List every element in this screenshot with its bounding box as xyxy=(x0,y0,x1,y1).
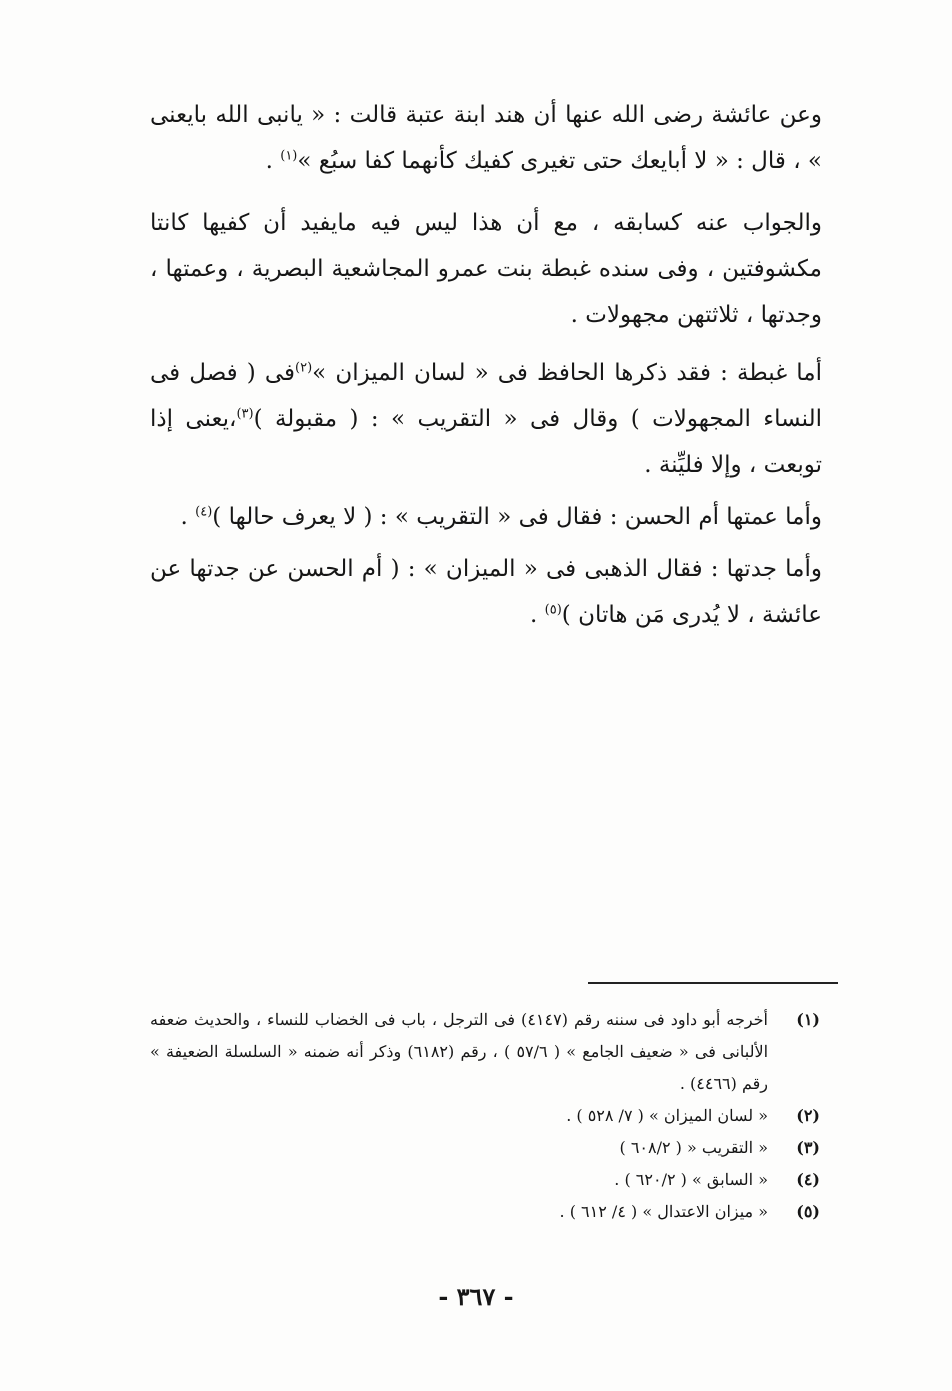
paragraph-3-text-c: ،يعنى إذا توبعت ، وإلا فليِّنة . xyxy=(150,406,822,478)
footnote-text: « لسان الميزان » ( ٧/ ٥٢٨ ) . xyxy=(566,1106,768,1125)
footnote-ref-5: (٥) xyxy=(544,602,562,618)
main-text xyxy=(150,92,822,638)
paragraph-2 xyxy=(150,200,822,338)
footnote-3 xyxy=(150,1132,820,1164)
footnote-number: (٣) xyxy=(796,1138,820,1157)
footnote-number: (٢) xyxy=(796,1106,820,1125)
footnote-number: (٤) xyxy=(796,1170,820,1189)
footnote-5 xyxy=(150,1196,820,1228)
footnote-text: أخرجه أبو داود فى سننه رقم (٤١٤٧) فى الترجل ، باب فى الخضاب للنساء ، والحديث ضعفه الألبانى فى « ضعيف الجامع » ( ٥٧/٦ ) ، رقم (٦١٨٢) وذكر أنه ضمنه « السلسلة الضعيفة » رقم (٤٤٦٦) . xyxy=(150,1010,769,1093)
paragraph-4 xyxy=(150,494,822,540)
footnote-separator xyxy=(588,982,838,984)
paragraph-3 xyxy=(150,350,822,488)
footnotes xyxy=(150,1004,820,1228)
footnote-number: (١) xyxy=(796,1010,820,1029)
footnote-ref-1: (١) xyxy=(280,148,298,164)
footnote-text: « التقريب « ( ٦٠٨/٢ ) xyxy=(619,1138,768,1157)
footnote-text: « ميزان الاعتدال » ( ٤/ ٦١٢ ) . xyxy=(559,1202,768,1221)
paragraph-2-text: والجواب عنه كسابقه ، مع أن هذا ليس فيه مايفيد أن كفيها كانتا مكشوفتين ، وفى سنده غبطة بنت عمرو المجاشعية البصرية ، وعمتها ، وجدتها ، ثلاثتهن مجهولات . xyxy=(150,210,822,328)
paragraph-3-text-b: فى ( فصل فى النساء المجهولات ) وقال فى « التقريب » : ( مقبولة ) xyxy=(150,360,822,432)
paragraph-4-tail: . xyxy=(180,504,196,530)
paragraph-5-text: وأما جدتها : فقال الذهبى فى « الميزان » : ( أم الحسن عن جدتها عن عائشة ، لا يُدرى مَن هاتان ) xyxy=(150,556,822,628)
paragraph-3-text-a: أما غبطة : فقد ذكرها الحافظ فى « لسان الميزان » xyxy=(312,360,822,386)
footnote-number: (٥) xyxy=(796,1202,820,1221)
footnote-1 xyxy=(150,1004,820,1100)
footnote-ref-4: (٤) xyxy=(195,504,213,520)
page-number: - ٣٦٧ - xyxy=(438,1282,514,1311)
paragraph-5-tail: . xyxy=(530,602,545,628)
paragraph-1-tail: . xyxy=(265,148,281,174)
footnote-ref-3: (٣) xyxy=(236,406,254,422)
paragraph-1 xyxy=(150,92,822,184)
paragraph-4-text: وأما عمتها أم الحسن : فقال فى « التقريب » : ( لا يعرف حالها ) xyxy=(212,504,822,530)
footnote-2 xyxy=(150,1100,820,1132)
footnote-4 xyxy=(150,1164,820,1196)
footnote-ref-2: (٢) xyxy=(295,360,313,376)
paragraph-5 xyxy=(150,546,822,638)
paragraph-1-text: وعن عائشة رضى الله عنها أن هند ابنة عتبة قالت : « يانبى الله بايعنى » ، قال : « لا أبايعك حتى تغيرى كفيك كأنهما كفا سبُع » xyxy=(150,102,822,174)
footnote-text: « السابق » ( ٦٢٠/٢ ) . xyxy=(614,1170,768,1189)
